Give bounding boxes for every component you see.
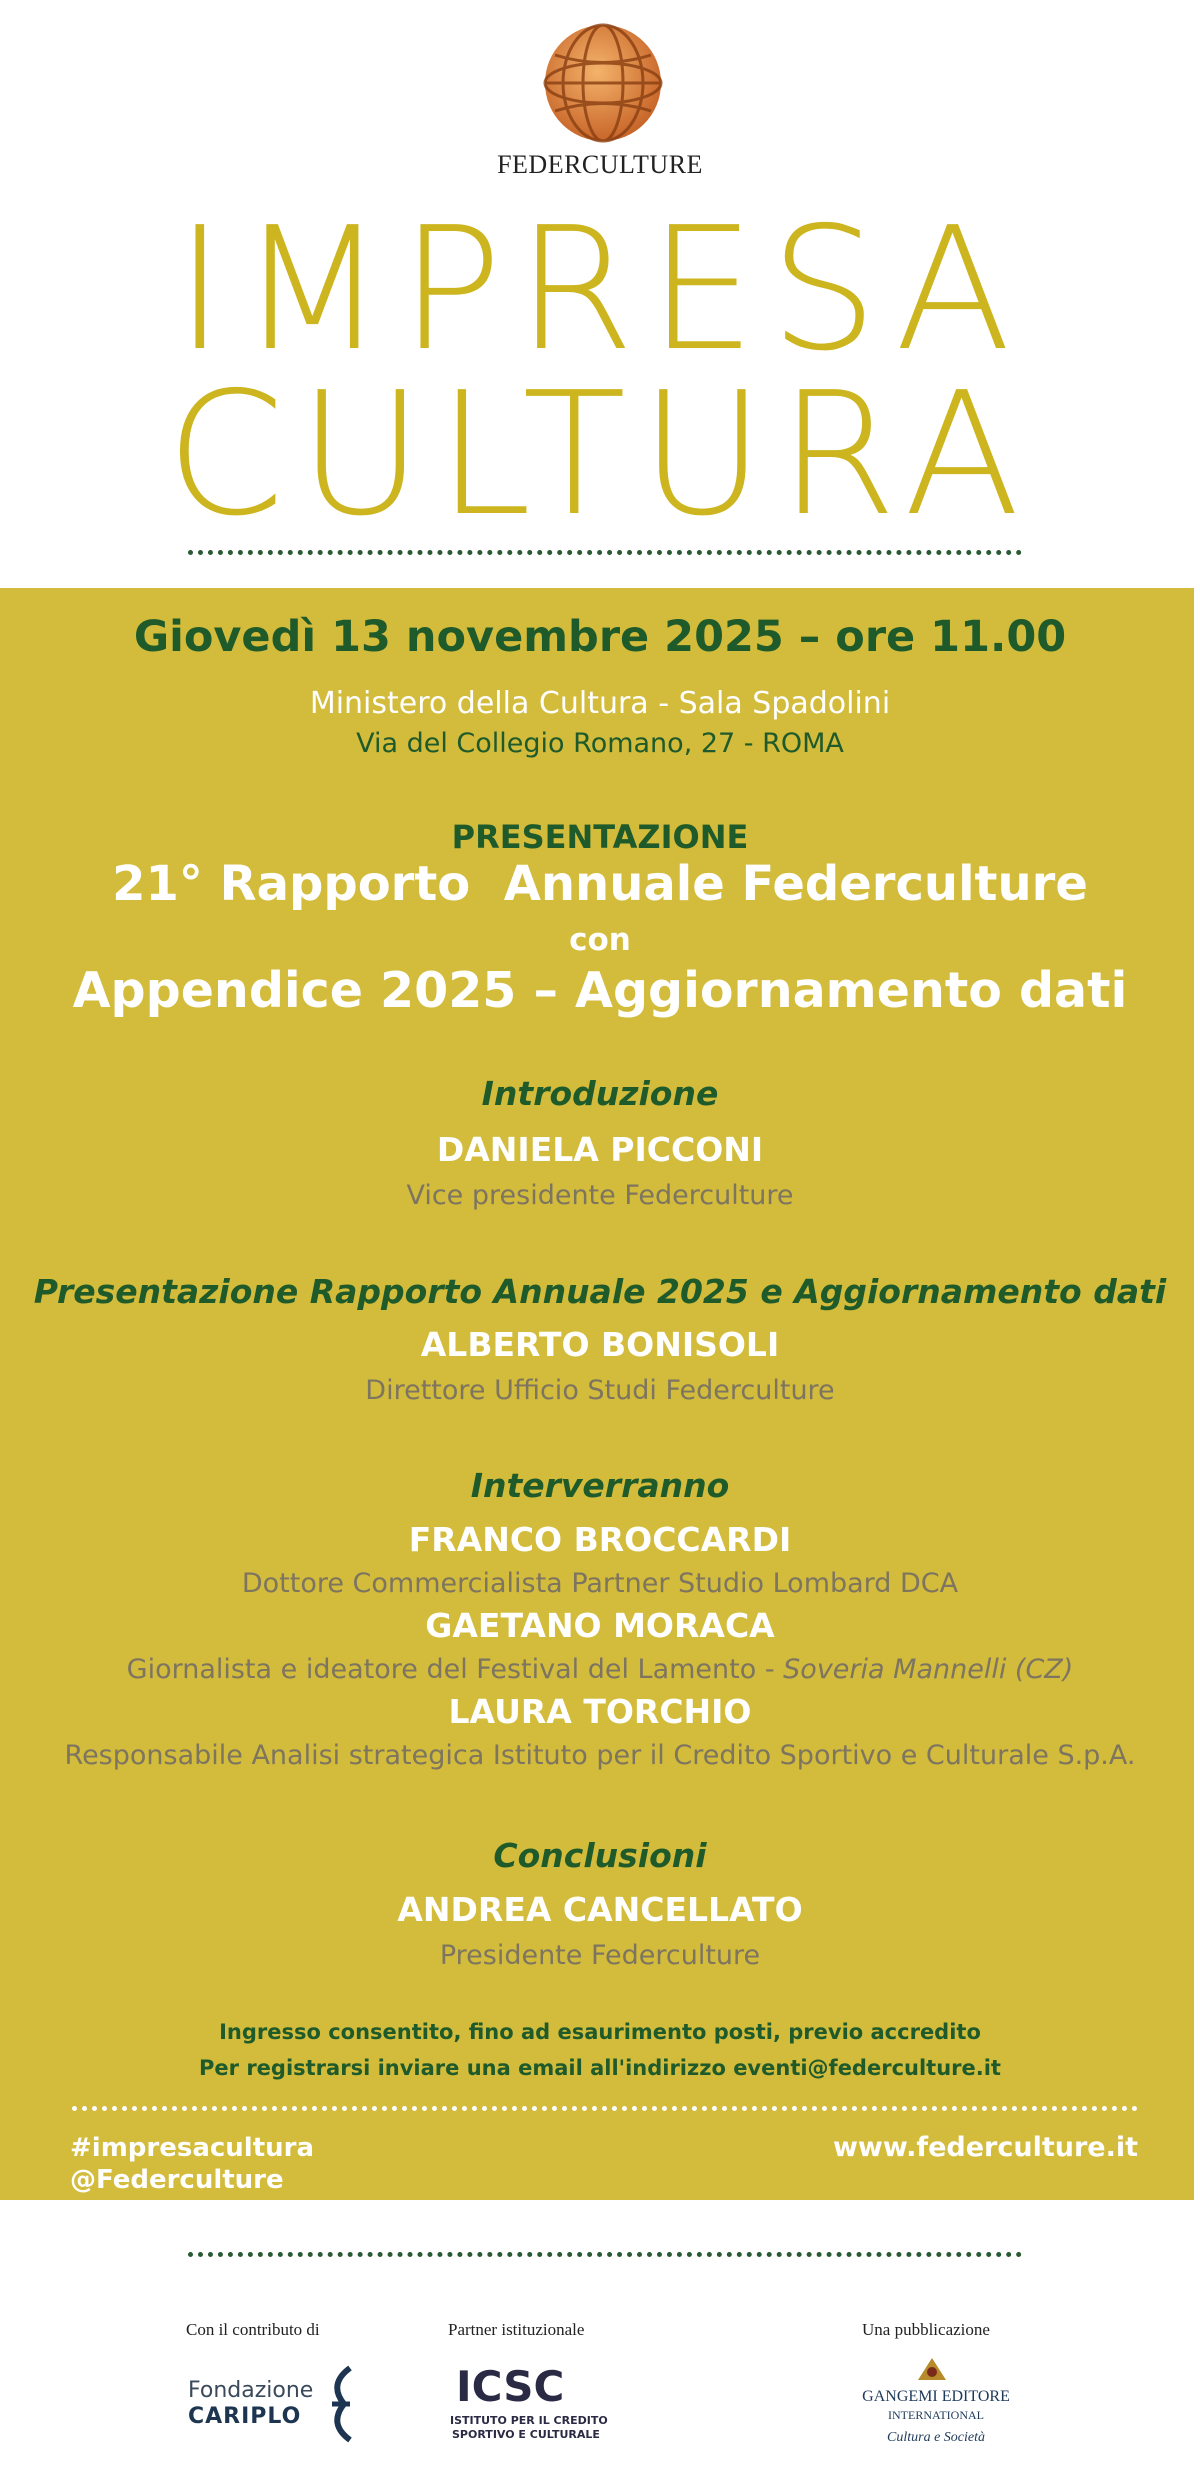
report-section-title: Presentazione Rapporto Annuale 2025 e Aggiornamento dati: [33, 1272, 1167, 1311]
event-venue: Ministero della Cultura - Sala Spadolini: [309, 686, 891, 721]
icsc-line1: ISTITUTO PER IL CREDITO: [450, 2414, 608, 2427]
event-address: Via del Collegio Romano, 27 - ROMA: [356, 728, 844, 759]
speaker-role: Giornalista e ideatore del Festival del Lamento - Soveria Mannelli (CZ): [126, 1654, 1074, 1685]
social-tags: [70, 2132, 314, 2196]
divider-top: [188, 550, 1022, 555]
report-presenter-role: Direttore Ufficio Studi Federculture: [365, 1375, 835, 1406]
report-title: 21° Rapporto Annuale Federculture: [112, 856, 1088, 912]
connector-text: con: [569, 922, 631, 958]
cariplo-mark-icon: [320, 2364, 360, 2444]
publication-label: Una pubblicazione: [862, 2320, 990, 2339]
report-presenter-name: ALBERTO BONISOLI: [420, 1325, 780, 1364]
intro-name: DANIELA PICCONI: [436, 1130, 764, 1169]
gangemi-emblem-icon: [912, 2354, 952, 2384]
access-note: Ingresso consentito, fino ad esaurimento posti, previo accredito: [219, 2020, 981, 2044]
intro-role: Vice presidente Federculture: [406, 1180, 794, 1211]
speaker-name: LAURA TORCHIO: [448, 1692, 752, 1731]
icsc-line2: SPORTIVO E CULTURALE: [452, 2428, 600, 2441]
conclusion-name: ANDREA CANCELLATO: [397, 1890, 803, 1929]
cariplo-logo: [186, 2360, 366, 2440]
title-line-1: IMPRESA: [174, 191, 1026, 389]
cariplo-line2: CARIPLO: [188, 2404, 302, 2429]
conclusion-role: Presidente Federculture: [439, 1940, 761, 1971]
federculture-logo: [540, 20, 666, 146]
speaker-role: Responsabile Analisi strategica Istituto per il Credito Sportivo e Culturale S.p.A.: [64, 1740, 1136, 1771]
hashtag: #impresacultura: [70, 2133, 315, 2163]
icsc-name: ICSC: [456, 2362, 565, 2411]
speaker-role: Dottore Commercialista Partner Studio Lombard DCA: [241, 1568, 959, 1599]
social-handle: @Federculture: [70, 2165, 284, 2195]
registration-note: Per registrarsi inviare una email all'indirizzo eventi@federculture.it: [199, 2056, 1001, 2080]
divider-panel: [72, 2106, 1138, 2111]
speaker-name: FRANCO BROCCARDI: [408, 1520, 792, 1559]
title-line-2: CULTURA: [165, 356, 1035, 554]
icsc-logo: [440, 2362, 610, 2442]
brand-name: FEDERCULTURE: [497, 150, 703, 179]
website-link[interactable]: www.federculture.it: [832, 2132, 1138, 2163]
cariplo-line1: Fondazione: [188, 2378, 314, 2403]
gangemi-sub: INTERNATIONAL: [888, 2408, 984, 2422]
conclusion-title: Conclusioni: [493, 1836, 707, 1875]
intro-title: Introduzione: [481, 1074, 719, 1113]
presentation-label: PRESENTAZIONE: [451, 818, 749, 856]
appendix-title: Appendice 2025 – Aggiornamento dati: [72, 962, 1128, 1019]
contribution-label: Con il contributo di: [186, 2320, 320, 2339]
partner-label: Partner istituzionale: [448, 2320, 585, 2339]
gangemi-name: GANGEMI EDITORE: [862, 2388, 1010, 2405]
speakers-title: Interverranno: [470, 1466, 730, 1505]
event-date: Giovedì 13 novembre 2025 – ore 11.00: [133, 612, 1067, 662]
gangemi-tagline: Cultura e Società: [887, 2430, 985, 2445]
speaker-name: GAETANO MORACA: [425, 1606, 775, 1645]
gangemi-logo: [856, 2350, 1016, 2460]
divider-bottom: [188, 2252, 1022, 2257]
